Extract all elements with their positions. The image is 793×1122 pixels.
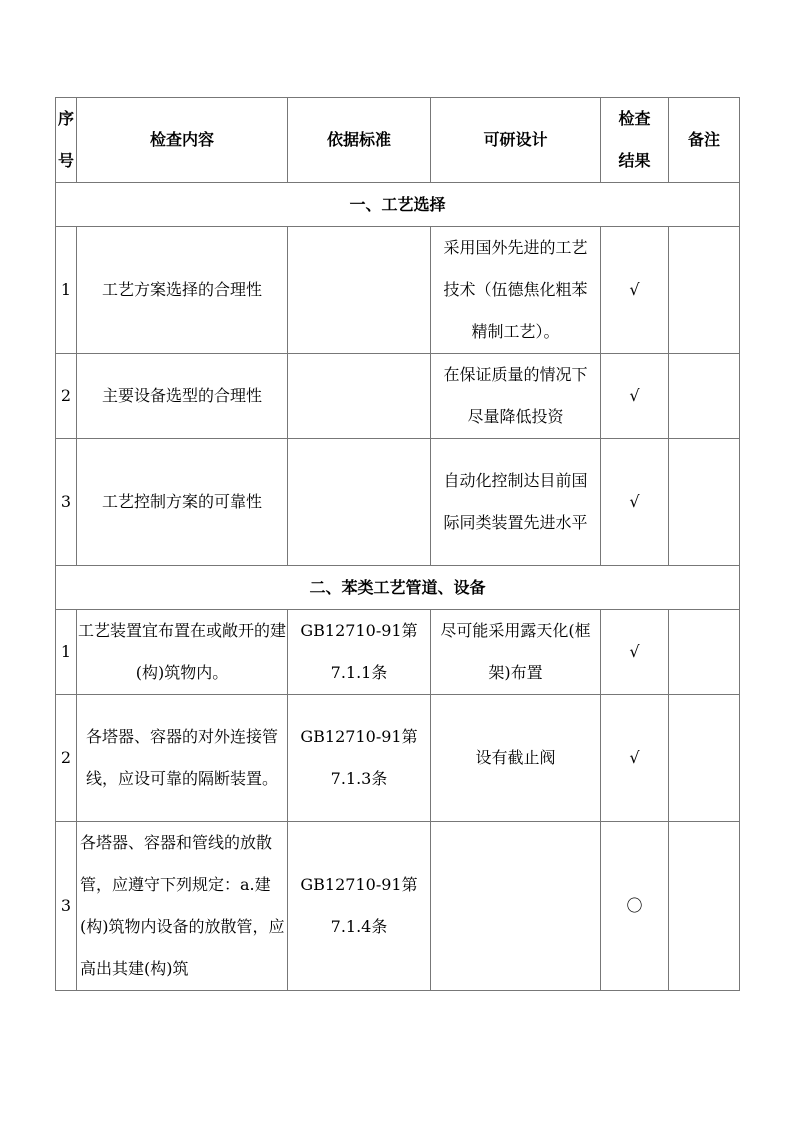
- cell-remark: [669, 695, 740, 822]
- cell-result: √: [601, 227, 669, 354]
- cell-no: 1: [56, 227, 77, 354]
- table-row: [56, 822, 740, 991]
- table-row: [56, 610, 740, 695]
- table-row: [56, 354, 740, 439]
- section-title-row: [56, 183, 740, 227]
- cell-no: 2: [56, 354, 77, 439]
- cell-remark: [669, 439, 740, 566]
- cell-result: √: [601, 439, 669, 566]
- cell-design: 自动化控制达目前国际同类装置先进水平: [431, 439, 601, 566]
- cell-design: 尽可能采用露天化(框架)布置: [431, 610, 601, 695]
- header-row: [56, 98, 740, 183]
- cell-standard: GB12710-91第7.1.1条: [288, 610, 431, 695]
- cell-content: 工艺装置宜布置在或敞开的建(构)筑物内。: [77, 610, 288, 695]
- cell-content: 工艺方案选择的合理性: [77, 227, 288, 354]
- cell-remark: [669, 822, 740, 991]
- cell-no: 3: [56, 439, 77, 566]
- cell-result: √: [601, 354, 669, 439]
- header-design: 可研设计: [431, 98, 601, 183]
- section-title: 一、工艺选择: [56, 183, 740, 227]
- header-no: 序号: [56, 98, 77, 183]
- cell-no: 3: [56, 822, 77, 991]
- cell-content: 各塔器、容器的对外连接管线，应设可靠的隔断装置。: [77, 695, 288, 822]
- section-title: 二、苯类工艺管道、设备: [56, 566, 740, 610]
- cell-design: [431, 822, 601, 991]
- table-row: [56, 695, 740, 822]
- cell-result: √: [601, 695, 669, 822]
- cell-standard: GB12710-91第7.1.3条: [288, 695, 431, 822]
- header-standard: 依据标准: [288, 98, 431, 183]
- section-title-row: [56, 566, 740, 610]
- cell-no: 2: [56, 695, 77, 822]
- cell-design: 采用国外先进的工艺技术（伍德焦化粗苯精制工艺）。: [431, 227, 601, 354]
- cell-standard: [288, 439, 431, 566]
- table-row: [56, 439, 740, 566]
- cell-remark: [669, 610, 740, 695]
- cell-content: 工艺控制方案的可靠性: [77, 439, 288, 566]
- table-row: [56, 227, 740, 354]
- cell-content: 主要设备选型的合理性: [77, 354, 288, 439]
- cell-content: 各塔器、容器和管线的放散管，应遵守下列规定：a.建(构)筑物内设备的放散管，应高出其建(构)筑: [77, 822, 288, 991]
- cell-remark: [669, 354, 740, 439]
- cell-result: 〇: [601, 822, 669, 991]
- cell-no: 1: [56, 610, 77, 695]
- cell-standard: [288, 354, 431, 439]
- cell-result: √: [601, 610, 669, 695]
- header-result: 检查结果: [601, 98, 669, 183]
- cell-standard: [288, 227, 431, 354]
- inspection-table: [55, 97, 740, 991]
- cell-design: 在保证质量的情况下尽量降低投资: [431, 354, 601, 439]
- header-remark: 备注: [669, 98, 740, 183]
- header-content: 检查内容: [77, 98, 288, 183]
- cell-design: 设有截止阀: [431, 695, 601, 822]
- cell-standard: GB12710-91第7.1.4条: [288, 822, 431, 991]
- cell-remark: [669, 227, 740, 354]
